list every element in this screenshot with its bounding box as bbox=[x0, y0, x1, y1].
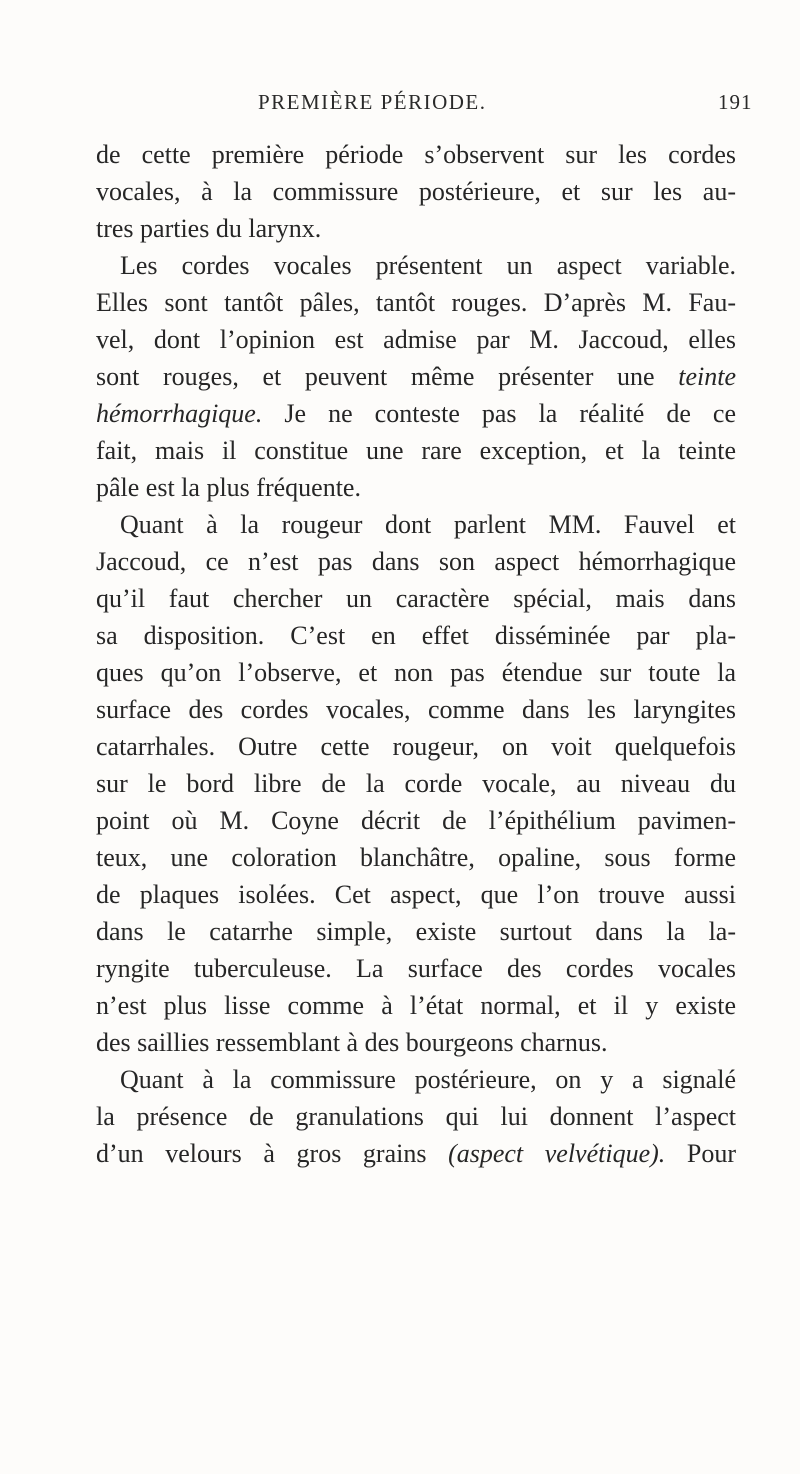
text-line: catarrhales. Outre cette rougeur, on voit quelquefois bbox=[96, 732, 736, 761]
text-segment: sont rouges, et peuvent même présenter une bbox=[96, 362, 655, 391]
text-segment: Je ne conteste pas la réalité de ce bbox=[284, 399, 737, 428]
text-line: vocales, à la commissure postérieure, et sur les au- bbox=[96, 177, 736, 206]
text-line: la présence de granulations qui lui donnent l’aspect bbox=[96, 1102, 736, 1131]
text-line: fait, mais il constitue une rare exception, et la teinte bbox=[96, 436, 736, 465]
body-text bbox=[96, 136, 736, 1172]
text-line: ryngite tuberculeuse. La surface des cordes vocales bbox=[96, 954, 736, 983]
text-line: pâle est la plus fréquente. bbox=[96, 473, 361, 502]
text-line: teux, une coloration blanchâtre, opaline, sous forme bbox=[96, 843, 736, 872]
text-line: qu’il faut chercher un caractère spécial, mais dans bbox=[96, 584, 736, 613]
text-line: surface des cordes vocales, comme dans les laryngites bbox=[96, 695, 736, 724]
italic-term: hémorrhagique. bbox=[96, 399, 263, 428]
text-line: de cette première période s’observent sur les cordes bbox=[96, 140, 736, 169]
italic-term: teinte bbox=[678, 362, 736, 391]
text-line: de plaques isolées. Cet aspect, que l’on trouve aussi bbox=[96, 880, 736, 909]
text-line: n’est plus lisse comme à l’état normal, et il y existe bbox=[96, 991, 736, 1020]
text-line bbox=[96, 358, 736, 395]
text-line: Quant à la commissure postérieure, on y a signalé bbox=[120, 1065, 736, 1094]
text-line: sur le bord libre de la corde vocale, au niveau du bbox=[96, 769, 736, 798]
text-line bbox=[96, 395, 736, 432]
text-segment: d’un velours à gros grains bbox=[96, 1139, 427, 1168]
running-title: PREMIÈRE PÉRIODE. bbox=[258, 90, 487, 114]
text-line: des saillies ressemblant à des bourgeons charnus. bbox=[96, 1028, 608, 1057]
text-line: Quant à la rougeur dont parlent MM. Fauvel et bbox=[120, 510, 736, 539]
text-line: Les cordes vocales présentent un aspect variable. bbox=[120, 251, 736, 280]
running-head bbox=[0, 90, 800, 120]
italic-term: (aspect velvétique). bbox=[448, 1139, 666, 1168]
text-line: Elles sont tantôt pâles, tantôt rouges. D’après M. Fau- bbox=[96, 288, 736, 317]
text-line: point où M. Coyne décrit de l’épithélium pavimen- bbox=[96, 806, 736, 835]
text-line: sa disposition. C’est en effet disséminée par pla- bbox=[96, 621, 736, 650]
text-segment: Pour bbox=[686, 1139, 737, 1168]
text-line: Jaccoud, ce n’est pas dans son aspect hémorrhagique bbox=[96, 547, 736, 576]
text-line: vel, dont l’opinion est admise par M. Jaccoud, elles bbox=[96, 325, 736, 354]
page-number: 191 bbox=[718, 90, 753, 114]
text-line: tres parties du larynx. bbox=[96, 214, 322, 243]
text-line: ques qu’on l’observe, et non pas étendue sur toute la bbox=[96, 658, 736, 687]
text-line bbox=[96, 1135, 736, 1172]
text-line: dans le catarrhe simple, existe surtout dans la la- bbox=[96, 917, 736, 946]
